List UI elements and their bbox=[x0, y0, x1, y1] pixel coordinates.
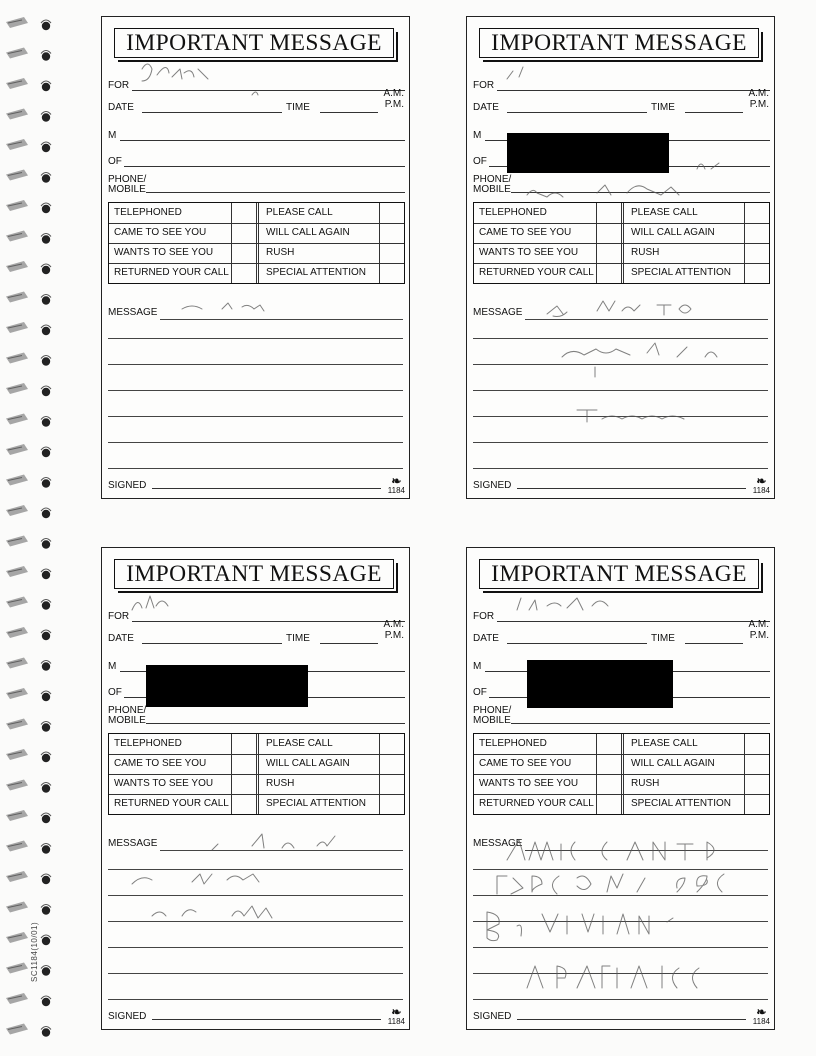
phone-label: PHONE/ bbox=[108, 705, 147, 716]
signed-line bbox=[517, 1019, 746, 1020]
checkbox[interactable] bbox=[746, 265, 766, 281]
checkbox[interactable] bbox=[598, 245, 622, 261]
form-number-text: 1184 bbox=[752, 486, 770, 495]
checklist-label-left: TELEPHONED bbox=[114, 207, 182, 218]
for-label: FOR bbox=[473, 611, 495, 622]
message-line bbox=[473, 947, 768, 948]
of-label: OF bbox=[473, 156, 487, 167]
checklist-label-right: WILL CALL AGAIN bbox=[631, 758, 715, 769]
for-field bbox=[108, 78, 405, 92]
m-label: M bbox=[108, 661, 117, 672]
form-number-text: 1184 bbox=[752, 1017, 770, 1026]
message-line bbox=[108, 364, 403, 365]
phone-line bbox=[511, 723, 770, 724]
checklist-divider bbox=[256, 734, 259, 814]
am-label: A.M. bbox=[748, 88, 769, 99]
checkbox[interactable] bbox=[598, 205, 622, 221]
checklist-label-left: WANTS TO SEE YOU bbox=[479, 247, 579, 258]
of-line bbox=[124, 166, 405, 167]
checklist-label-left: CAME TO SEE YOU bbox=[114, 758, 207, 769]
message-slip bbox=[101, 547, 410, 1030]
message-line bbox=[108, 999, 403, 1000]
phone-label: PHONE/ bbox=[473, 174, 512, 185]
vertical-form-code: SC1184(10/01) bbox=[30, 921, 39, 982]
time-line bbox=[685, 112, 743, 113]
checklist-label-left: CAME TO SEE YOU bbox=[114, 227, 207, 238]
checkbox[interactable] bbox=[746, 776, 766, 792]
phone-line bbox=[146, 723, 405, 724]
for-field bbox=[473, 609, 770, 623]
checklist-label-left: TELEPHONED bbox=[479, 738, 547, 749]
message-line bbox=[473, 895, 768, 896]
message-line bbox=[473, 338, 768, 339]
am-pm-labels bbox=[383, 619, 404, 641]
for-label: FOR bbox=[108, 80, 130, 91]
checkbox[interactable] bbox=[746, 736, 766, 752]
checkbox[interactable] bbox=[381, 265, 401, 281]
message-line bbox=[108, 947, 403, 948]
for-line bbox=[132, 90, 405, 91]
checklist-label-left: RETURNED YOUR CALL bbox=[479, 798, 594, 809]
phone-label: PHONE/ bbox=[473, 705, 512, 716]
message-label: MESSAGE bbox=[108, 838, 158, 849]
signed-line bbox=[517, 488, 746, 489]
m-label: M bbox=[108, 130, 117, 141]
checklist-label-right: SPECIAL ATTENTION bbox=[266, 798, 367, 809]
checklist-divider bbox=[379, 203, 380, 283]
message-line bbox=[473, 364, 768, 365]
mobile-label: MOBILE bbox=[473, 184, 511, 195]
checklist-label-right: WILL CALL AGAIN bbox=[266, 227, 350, 238]
brand-logo-icon: ❧ bbox=[756, 474, 767, 488]
checkbox[interactable] bbox=[381, 205, 401, 221]
date-line bbox=[507, 643, 647, 644]
message-line bbox=[108, 468, 403, 469]
message-line bbox=[108, 390, 403, 391]
message-slip bbox=[466, 16, 775, 499]
checklist-label-right: PLEASE CALL bbox=[266, 738, 333, 749]
phone-label-block bbox=[108, 706, 146, 726]
time-label: TIME bbox=[651, 102, 675, 113]
time-label: TIME bbox=[651, 633, 675, 644]
time-label: TIME bbox=[286, 102, 310, 113]
message-line bbox=[473, 416, 768, 417]
message-slip bbox=[466, 547, 775, 1030]
signed-line bbox=[152, 1019, 381, 1020]
message-line bbox=[473, 468, 768, 469]
redaction-box bbox=[527, 660, 673, 708]
checkbox[interactable] bbox=[746, 205, 766, 221]
of-label: OF bbox=[473, 687, 487, 698]
for-line bbox=[497, 90, 770, 91]
checklist-divider bbox=[621, 203, 624, 283]
for-label: FOR bbox=[473, 80, 495, 91]
message-label: MESSAGE bbox=[108, 307, 158, 318]
checkbox[interactable] bbox=[381, 756, 401, 772]
pm-label: P.M. bbox=[749, 99, 769, 110]
checkbox[interactable] bbox=[233, 776, 257, 792]
checkbox[interactable] bbox=[598, 756, 622, 772]
checkbox[interactable] bbox=[233, 205, 257, 221]
message-line bbox=[108, 338, 403, 339]
memo-title: IMPORTANT MESSAGE bbox=[479, 28, 759, 58]
am-pm-labels bbox=[748, 619, 769, 641]
checklist-label-right: WILL CALL AGAIN bbox=[266, 758, 350, 769]
checkbox[interactable] bbox=[381, 245, 401, 261]
redaction-box bbox=[507, 133, 669, 173]
memo-title: IMPORTANT MESSAGE bbox=[114, 28, 394, 58]
m-line bbox=[120, 140, 405, 141]
am-label: A.M. bbox=[383, 619, 404, 630]
checklist-label-right: PLEASE CALL bbox=[631, 738, 698, 749]
checklist-divider bbox=[744, 203, 745, 283]
time-line bbox=[685, 643, 743, 644]
checkbox[interactable] bbox=[381, 776, 401, 792]
checkbox[interactable] bbox=[233, 225, 257, 241]
signed-label: SIGNED bbox=[473, 1011, 512, 1022]
checklist-label-left: TELEPHONED bbox=[114, 738, 182, 749]
m-label: M bbox=[473, 130, 482, 141]
time-line bbox=[320, 643, 378, 644]
date-time-field bbox=[473, 631, 770, 645]
call-status-checklist bbox=[108, 733, 405, 815]
checklist-label-left: RETURNED YOUR CALL bbox=[114, 267, 229, 278]
memo-title: IMPORTANT MESSAGE bbox=[114, 559, 394, 589]
message-line bbox=[108, 973, 403, 974]
pm-label: P.M. bbox=[749, 630, 769, 641]
of-label: OF bbox=[108, 156, 122, 167]
date-label: DATE bbox=[108, 633, 134, 644]
checklist-label-right: SPECIAL ATTENTION bbox=[631, 798, 732, 809]
form-number-text: 1184 bbox=[387, 1017, 405, 1026]
message-line bbox=[160, 319, 403, 320]
checkbox[interactable] bbox=[746, 796, 766, 812]
memo-title: IMPORTANT MESSAGE bbox=[479, 559, 759, 589]
checkbox[interactable] bbox=[598, 225, 622, 241]
checklist-divider bbox=[379, 734, 380, 814]
form-number bbox=[752, 474, 770, 495]
checklist-divider bbox=[596, 734, 597, 814]
for-line bbox=[132, 621, 405, 622]
checkbox[interactable] bbox=[598, 776, 622, 792]
of-label: OF bbox=[108, 687, 122, 698]
message-line bbox=[108, 895, 403, 896]
checklist-label-left: CAME TO SEE YOU bbox=[479, 758, 572, 769]
date-line bbox=[142, 112, 282, 113]
date-label: DATE bbox=[108, 102, 134, 113]
checkbox[interactable] bbox=[233, 265, 257, 281]
message-line bbox=[160, 850, 403, 851]
message-line bbox=[108, 442, 403, 443]
checklist-divider bbox=[231, 734, 232, 814]
brand-logo-icon: ❧ bbox=[391, 1005, 402, 1019]
checkbox[interactable] bbox=[233, 796, 257, 812]
checkbox[interactable] bbox=[381, 225, 401, 241]
checklist-divider bbox=[744, 734, 745, 814]
checklist-label-left: RETURNED YOUR CALL bbox=[114, 798, 229, 809]
message-line bbox=[108, 416, 403, 417]
date-time-field bbox=[108, 631, 405, 645]
checkbox[interactable] bbox=[598, 265, 622, 281]
time-line bbox=[320, 112, 378, 113]
checklist-label-right: PLEASE CALL bbox=[266, 207, 333, 218]
checklist-label-left: RETURNED YOUR CALL bbox=[479, 267, 594, 278]
am-pm-labels bbox=[748, 88, 769, 110]
redaction-box bbox=[146, 665, 308, 707]
message-line bbox=[473, 869, 768, 870]
call-status-checklist bbox=[473, 202, 770, 284]
call-status-checklist bbox=[473, 733, 770, 815]
checkbox[interactable] bbox=[381, 736, 401, 752]
form-number-text: 1184 bbox=[387, 486, 405, 495]
mobile-label: MOBILE bbox=[108, 184, 146, 195]
phone-line bbox=[146, 192, 405, 193]
signed-label: SIGNED bbox=[108, 1011, 147, 1022]
checklist-label-right: RUSH bbox=[266, 247, 295, 258]
phone-label: PHONE/ bbox=[108, 174, 147, 185]
of-field bbox=[108, 154, 405, 168]
form-number bbox=[387, 1005, 405, 1026]
checklist-label-right: PLEASE CALL bbox=[631, 207, 698, 218]
checklist-label-right: RUSH bbox=[631, 778, 660, 789]
brand-logo-icon: ❧ bbox=[756, 1005, 767, 1019]
checklist-label-right: SPECIAL ATTENTION bbox=[631, 267, 732, 278]
message-line bbox=[525, 319, 768, 320]
mobile-label: MOBILE bbox=[473, 715, 511, 726]
message-line bbox=[108, 869, 403, 870]
date-line bbox=[142, 643, 282, 644]
m-field bbox=[108, 128, 405, 142]
phone-label-block bbox=[473, 706, 511, 726]
date-label: DATE bbox=[473, 102, 499, 113]
checklist-label-right: WILL CALL AGAIN bbox=[631, 227, 715, 238]
date-line bbox=[507, 112, 647, 113]
pm-label: P.M. bbox=[384, 630, 404, 641]
message-line bbox=[473, 999, 768, 1000]
message-line bbox=[473, 390, 768, 391]
checklist-divider bbox=[596, 203, 597, 283]
message-line bbox=[108, 921, 403, 922]
checklist-label-left: WANTS TO SEE YOU bbox=[114, 778, 214, 789]
checkbox[interactable] bbox=[746, 225, 766, 241]
phone-label-block bbox=[473, 175, 511, 195]
checkbox[interactable] bbox=[746, 245, 766, 261]
checklist-divider bbox=[621, 734, 624, 814]
am-pm-labels bbox=[383, 88, 404, 110]
message-slip bbox=[101, 16, 410, 499]
pm-label: P.M. bbox=[384, 99, 404, 110]
date-label: DATE bbox=[473, 633, 499, 644]
checklist-label-right: SPECIAL ATTENTION bbox=[266, 267, 367, 278]
checkbox[interactable] bbox=[233, 245, 257, 261]
checklist-divider bbox=[231, 203, 232, 283]
checkbox[interactable] bbox=[746, 756, 766, 772]
date-time-field bbox=[473, 100, 770, 114]
am-label: A.M. bbox=[383, 88, 404, 99]
brand-logo-icon: ❧ bbox=[391, 474, 402, 488]
checklist-label-left: WANTS TO SEE YOU bbox=[114, 247, 214, 258]
phone-line bbox=[511, 192, 770, 193]
call-status-checklist bbox=[108, 202, 405, 284]
am-label: A.M. bbox=[748, 619, 769, 630]
message-label: MESSAGE bbox=[473, 307, 523, 318]
signed-label: SIGNED bbox=[108, 480, 147, 491]
message-line bbox=[525, 850, 768, 851]
phone-label-block bbox=[108, 175, 146, 195]
for-label: FOR bbox=[108, 611, 130, 622]
mobile-label: MOBILE bbox=[108, 715, 146, 726]
form-number bbox=[752, 1005, 770, 1026]
for-field bbox=[108, 609, 405, 623]
checkbox[interactable] bbox=[598, 736, 622, 752]
signed-label: SIGNED bbox=[473, 480, 512, 491]
message-label: MESSAGE bbox=[473, 838, 523, 849]
signed-line bbox=[152, 488, 381, 489]
checkbox[interactable] bbox=[598, 796, 622, 812]
checklist-divider bbox=[256, 203, 259, 283]
m-label: M bbox=[473, 661, 482, 672]
form-number bbox=[387, 474, 405, 495]
checkbox[interactable] bbox=[381, 796, 401, 812]
checklist-label-right: RUSH bbox=[631, 247, 660, 258]
message-line bbox=[473, 442, 768, 443]
checkbox[interactable] bbox=[233, 736, 257, 752]
checklist-label-left: CAME TO SEE YOU bbox=[479, 227, 572, 238]
checkbox[interactable] bbox=[233, 756, 257, 772]
spiral-binding bbox=[0, 0, 80, 1056]
checklist-label-left: TELEPHONED bbox=[479, 207, 547, 218]
message-line bbox=[473, 921, 768, 922]
checklist-label-right: RUSH bbox=[266, 778, 295, 789]
for-line bbox=[497, 621, 770, 622]
checklist-label-left: WANTS TO SEE YOU bbox=[479, 778, 579, 789]
date-time-field bbox=[108, 100, 405, 114]
time-label: TIME bbox=[286, 633, 310, 644]
message-line bbox=[473, 973, 768, 974]
for-field bbox=[473, 78, 770, 92]
